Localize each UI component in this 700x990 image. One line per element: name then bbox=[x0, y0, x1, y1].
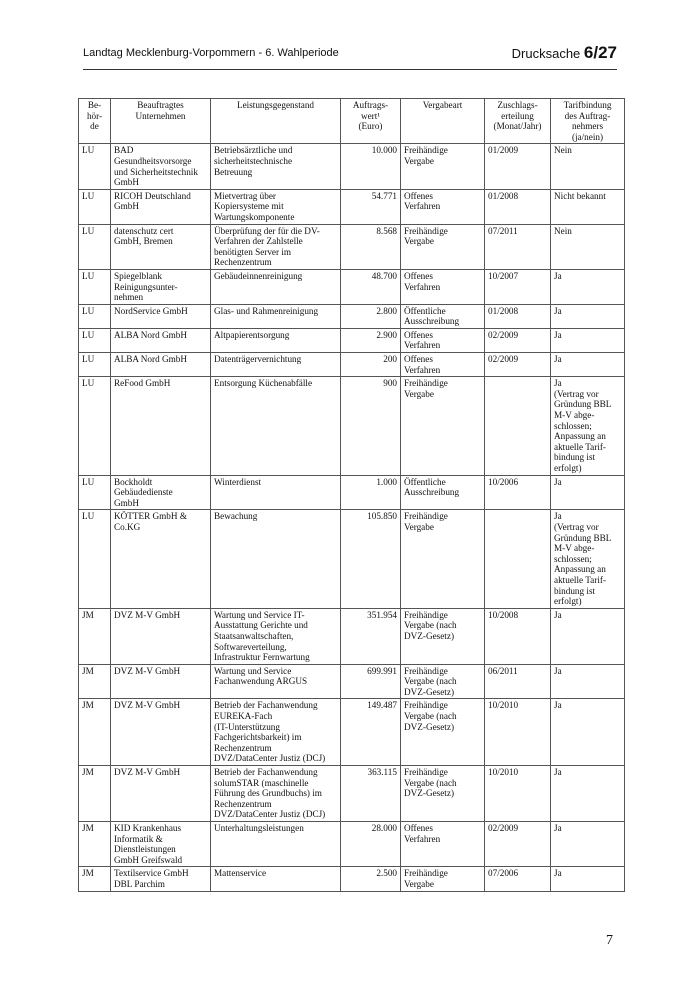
col-leistung-cell: Betrieb der Fachanwendung EUREKA-Fach (IT-Unterstützung Fachgerichtsbarkeit) im Rechenzentrum DVZ/DataCenter Justiz (DCJ) bbox=[211, 699, 341, 766]
col-tarif-cell: Nein bbox=[551, 144, 625, 189]
col-zuschlag-cell: 10/2007 bbox=[485, 269, 551, 304]
col-vergabeart-cell: Freihändige Vergabe (nach DVZ-Gesetz) bbox=[401, 608, 485, 664]
col-behoerde-cell: LU bbox=[79, 328, 111, 352]
col-unternehmen-cell: BAD Gesundheitsvorsorge und Sicherheitstechnik GmbH bbox=[111, 144, 211, 189]
col-vergabeart-cell: Freihändige Vergabe bbox=[401, 377, 485, 475]
col-tarif-header: Tarifbindung des Auftrag- nehmers (ja/nein) bbox=[551, 99, 625, 144]
table-row bbox=[79, 867, 625, 891]
col-behoerde-cell: LU bbox=[79, 353, 111, 377]
col-leistung-cell: Winterdienst bbox=[211, 475, 341, 510]
col-zuschlag-cell: 02/2009 bbox=[485, 328, 551, 352]
col-zuschlag-cell: 06/2011 bbox=[485, 664, 551, 699]
col-wert-cell: 1.000 bbox=[341, 475, 401, 510]
table-row bbox=[79, 377, 625, 475]
col-wert-cell: 2.500 bbox=[341, 867, 401, 891]
col-vergabeart-cell: Offenes Verfahren bbox=[401, 269, 485, 304]
col-wert-cell: 8.568 bbox=[341, 224, 401, 269]
col-behoerde-cell: JM bbox=[79, 608, 111, 664]
col-zuschlag-cell bbox=[485, 377, 551, 475]
col-leistung-header: Leistungsgegenstand bbox=[211, 99, 341, 144]
col-unternehmen-cell: NordService GmbH bbox=[111, 304, 211, 328]
col-unternehmen-cell: DVZ M-V GmbH bbox=[111, 608, 211, 664]
col-tarif-cell: Ja bbox=[551, 867, 625, 891]
col-wert-cell: 2.900 bbox=[341, 328, 401, 352]
table-row bbox=[79, 328, 625, 352]
col-vergabeart-cell: Freihändige Vergabe bbox=[401, 224, 485, 269]
col-unternehmen-cell: ALBA Nord GmbH bbox=[111, 328, 211, 352]
col-leistung-cell: Wartung und Service Fachanwendung ARGUS bbox=[211, 664, 341, 699]
col-wert-cell: 28.000 bbox=[341, 822, 401, 867]
col-leistung-cell: Mietvertrag über Kopiersysteme mit Wartungskomponente bbox=[211, 189, 341, 224]
table-row bbox=[79, 608, 625, 664]
col-leistung-cell: Entsorgung Küchenabfälle bbox=[211, 377, 341, 475]
col-zuschlag-cell: 07/2006 bbox=[485, 867, 551, 891]
col-leistung-cell: Betrieb der Fachanwendung solumSTAR (maschinelle Führung des Grundbuchs) im Rechenzentrum DVZ/DataCenter Justiz (DCJ) bbox=[211, 766, 341, 822]
table-header-row bbox=[79, 99, 625, 144]
col-zuschlag-cell: 02/2009 bbox=[485, 822, 551, 867]
table-row bbox=[79, 353, 625, 377]
col-unternehmen-cell: DVZ M-V GmbH bbox=[111, 699, 211, 766]
page-number: 7 bbox=[606, 933, 613, 948]
col-tarif-cell: Nein bbox=[551, 224, 625, 269]
col-unternehmen-cell: Textilservice GmbH DBL Parchim bbox=[111, 867, 211, 891]
col-leistung-cell: Datenträgervernichtung bbox=[211, 353, 341, 377]
col-behoerde-cell: LU bbox=[79, 269, 111, 304]
col-zuschlag-cell: 10/2010 bbox=[485, 766, 551, 822]
col-wert-cell: 48.700 bbox=[341, 269, 401, 304]
col-unternehmen-header: Beauftragtes Unternehmen bbox=[111, 99, 211, 144]
col-vergabeart-cell: Freihändige Vergabe bbox=[401, 510, 485, 608]
col-tarif-cell: Nicht bekannt bbox=[551, 189, 625, 224]
col-vergabeart-cell: Freihändige Vergabe bbox=[401, 144, 485, 189]
table-row bbox=[79, 304, 625, 328]
table-row bbox=[79, 510, 625, 608]
table-row bbox=[79, 189, 625, 224]
col-zuschlag-cell: 01/2008 bbox=[485, 304, 551, 328]
col-tarif-cell: Ja bbox=[551, 353, 625, 377]
col-vergabeart-cell: Freihändige Vergabe bbox=[401, 867, 485, 891]
col-unternehmen-cell: datenschutz cert GmbH, Bremen bbox=[111, 224, 211, 269]
col-behoerde-cell: JM bbox=[79, 699, 111, 766]
col-tarif-cell: Ja bbox=[551, 475, 625, 510]
col-behoerde-cell: LU bbox=[79, 475, 111, 510]
col-behoerde-cell: JM bbox=[79, 664, 111, 699]
col-wert-cell: 10.000 bbox=[341, 144, 401, 189]
col-tarif-cell: Ja bbox=[551, 304, 625, 328]
col-unternehmen-cell: ALBA Nord GmbH bbox=[111, 353, 211, 377]
col-zuschlag-cell: 07/2011 bbox=[485, 224, 551, 269]
col-behoerde-cell: JM bbox=[79, 867, 111, 891]
col-unternehmen-cell: Spiegelblank Reinigungsunter- nehmen bbox=[111, 269, 211, 304]
table-body bbox=[79, 144, 625, 891]
col-zuschlag-cell: 02/2009 bbox=[485, 353, 551, 377]
col-vergabeart-cell: Freihändige Vergabe (nach DVZ-Gesetz) bbox=[401, 699, 485, 766]
col-unternehmen-cell: RICOH Deutschland GmbH bbox=[111, 189, 211, 224]
col-behoerde-cell: LU bbox=[79, 304, 111, 328]
col-unternehmen-cell: KID Krankenhaus Informatik & Dienstleistungen GmbH Greifswald bbox=[111, 822, 211, 867]
col-behoerde-cell: LU bbox=[79, 510, 111, 608]
col-wert-cell: 2.800 bbox=[341, 304, 401, 328]
col-tarif-cell: Ja bbox=[551, 328, 625, 352]
col-leistung-cell: Überprüfung der für die DV- Verfahren der Zahlstelle benötigten Server im Rechenzentrum bbox=[211, 224, 341, 269]
col-behoerde-cell: JM bbox=[79, 822, 111, 867]
col-vergabeart-header: Vergabeart bbox=[401, 99, 485, 144]
col-zuschlag-cell: 01/2008 bbox=[485, 189, 551, 224]
col-unternehmen-cell: ReFood GmbH bbox=[111, 377, 211, 475]
col-vergabeart-cell: Offenes Verfahren bbox=[401, 189, 485, 224]
col-vergabeart-cell: Öffentliche Ausschreibung bbox=[401, 475, 485, 510]
col-wert-cell: 363.115 bbox=[341, 766, 401, 822]
col-wert-cell: 200 bbox=[341, 353, 401, 377]
col-leistung-cell: Unterhaltungsleistungen bbox=[211, 822, 341, 867]
col-zuschlag-cell bbox=[485, 510, 551, 608]
col-tarif-cell: Ja (Vertrag vor Gründung BBL M-V abge- schlossen; Anpassung an aktuelle Tarif- bindung ist erfolgt) bbox=[551, 510, 625, 608]
col-zuschlag-cell: 10/2006 bbox=[485, 475, 551, 510]
table-row bbox=[79, 766, 625, 822]
col-leistung-cell: Gebäudeinnenreinigung bbox=[211, 269, 341, 304]
col-behoerde-cell: LU bbox=[79, 189, 111, 224]
col-vergabeart-cell: Freihändige Vergabe (nach DVZ-Gesetz) bbox=[401, 766, 485, 822]
col-behoerde-cell: LU bbox=[79, 377, 111, 475]
doc-number: 6/27 bbox=[583, 43, 617, 62]
page-header bbox=[83, 43, 617, 70]
col-leistung-cell: Wartung und Service IT- Ausstattung Gerichte und Staatsanwaltschaften, Softwareverteilung, Infrastruktur Fernwartung bbox=[211, 608, 341, 664]
col-leistung-cell: Altpapierentsorgung bbox=[211, 328, 341, 352]
header-doc-ref bbox=[512, 43, 617, 63]
col-behoerde-header: Be- hör- de bbox=[79, 99, 111, 144]
col-leistung-cell: Betriebsärztliche und sicherheitstechnische Betreuung bbox=[211, 144, 341, 189]
col-zuschlag-header: Zuschlags- erteilung (Monat/Jahr) bbox=[485, 99, 551, 144]
table-row bbox=[79, 699, 625, 766]
col-wert-cell: 54.771 bbox=[341, 189, 401, 224]
col-vergabeart-cell: Offenes Verfahren bbox=[401, 353, 485, 377]
col-tarif-cell: Ja bbox=[551, 766, 625, 822]
col-wert-cell: 351.954 bbox=[341, 608, 401, 664]
table-row bbox=[79, 822, 625, 867]
col-vergabeart-cell: Offenes Verfahren bbox=[401, 822, 485, 867]
doc-label: Drucksache bbox=[511, 46, 581, 61]
col-vergabeart-cell: Freihändige Vergabe (nach DVZ-Gesetz) bbox=[401, 664, 485, 699]
col-wert-cell: 105.850 bbox=[341, 510, 401, 608]
contracts-table bbox=[78, 98, 625, 892]
col-tarif-cell: Ja (Vertrag vor Gründung BBL M-V abge- schlossen; Anpassung an aktuelle Tarif- bindung ist erfolgt) bbox=[551, 377, 625, 475]
col-tarif-cell: Ja bbox=[551, 608, 625, 664]
table-row bbox=[79, 269, 625, 304]
col-leistung-cell: Glas- und Rahmenreinigung bbox=[211, 304, 341, 328]
col-behoerde-cell: LU bbox=[79, 224, 111, 269]
col-unternehmen-cell: DVZ M-V GmbH bbox=[111, 766, 211, 822]
header-title: Landtag Mecklenburg-Vorpommern - 6. Wahlperiode bbox=[83, 47, 339, 59]
table-row bbox=[79, 144, 625, 189]
col-unternehmen-cell: DVZ M-V GmbH bbox=[111, 664, 211, 699]
col-wert-cell: 699.991 bbox=[341, 664, 401, 699]
col-tarif-cell: Ja bbox=[551, 664, 625, 699]
col-vergabeart-cell: Öffentliche Ausschreibung bbox=[401, 304, 485, 328]
table-row bbox=[79, 664, 625, 699]
col-behoerde-cell: LU bbox=[79, 144, 111, 189]
col-zuschlag-cell: 10/2008 bbox=[485, 608, 551, 664]
col-leistung-cell: Mattenservice bbox=[211, 867, 341, 891]
col-unternehmen-cell: KÖTTER GmbH & Co.KG bbox=[111, 510, 211, 608]
col-vergabeart-cell: Offenes Verfahren bbox=[401, 328, 485, 352]
col-leistung-cell: Bewachung bbox=[211, 510, 341, 608]
col-behoerde-cell: JM bbox=[79, 766, 111, 822]
col-tarif-cell: Ja bbox=[551, 822, 625, 867]
col-tarif-cell: Ja bbox=[551, 699, 625, 766]
table-row bbox=[79, 224, 625, 269]
col-wert-cell: 900 bbox=[341, 377, 401, 475]
col-zuschlag-cell: 10/2010 bbox=[485, 699, 551, 766]
table-row bbox=[79, 475, 625, 510]
col-wert-header: Auftrags- wert¹ (Euro) bbox=[341, 99, 401, 144]
col-wert-cell: 149.487 bbox=[341, 699, 401, 766]
col-zuschlag-cell: 01/2009 bbox=[485, 144, 551, 189]
col-unternehmen-cell: Bockholdt Gebäudedienste GmbH bbox=[111, 475, 211, 510]
col-tarif-cell: Ja bbox=[551, 269, 625, 304]
